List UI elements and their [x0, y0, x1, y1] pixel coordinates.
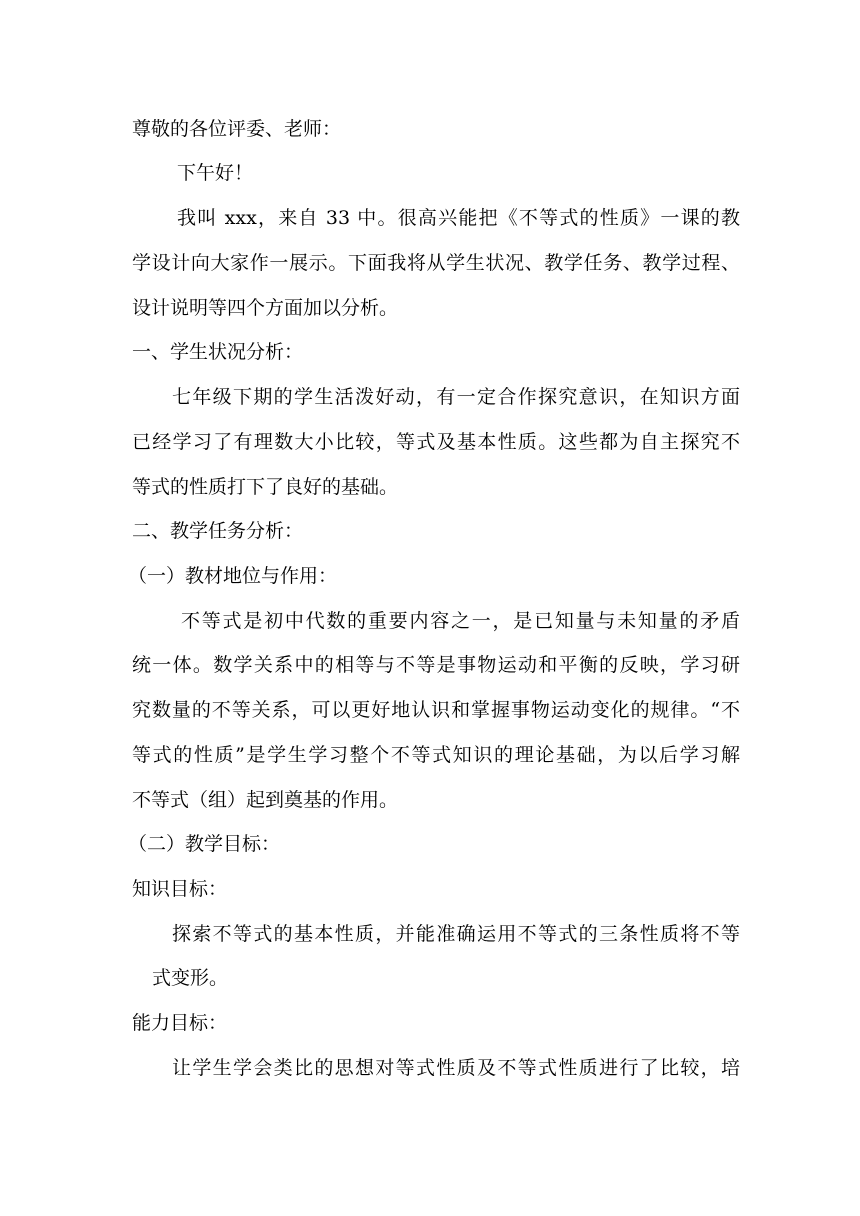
section1-line-1: 七年级下期的学生活泼好动，有一定合作探究意识，在知识方面: [172, 386, 740, 408]
subsection1-line-1: 不等式是初中代数的重要内容之一，是已知量与未知量的矛盾: [181, 610, 740, 632]
section2-heading: 二、教学任务分析：: [132, 520, 304, 542]
subsection1-line-2: 统一体。数学关系中的相等与不等是事物运动和平衡的反映，学习研: [132, 654, 740, 676]
greeting: 尊敬的各位评委、老师：: [132, 118, 342, 140]
section1-line-2: 已经学习了有理数大小比较，等式及基本性质。这些都为自主探究不: [132, 431, 740, 453]
subsection1-line-4: 等式的性质”是学生学习整个不等式知识的理论基础，为以后学习解: [132, 744, 740, 766]
subsection1-line-3: 究数量的不等关系，可以更好地认识和掌握事物运动变化的规律。“不: [132, 699, 740, 721]
section1-line-3: 等式的性质打下了良好的基础。: [132, 476, 399, 498]
subsection1-heading: （一）教材地位与作用：: [128, 565, 338, 587]
subsection1-line-5: 不等式（组）起到奠基的作用。: [132, 789, 399, 811]
good-afternoon: 下午好！: [177, 162, 254, 184]
section1-heading: 一、学生状况分析：: [132, 341, 304, 363]
knowledge-goal-line-2: 式变形。: [152, 967, 229, 989]
knowledge-goal-heading: 知识目标：: [132, 878, 228, 900]
intro-line-1: 我叫 xxx，来自 33 中。很高兴能把《不等式的性质》一课的教: [177, 207, 740, 229]
ability-goal-line-1: 让学生学会类比的思想对等式性质及不等式性质进行了比较，培: [172, 1057, 740, 1079]
subsection2-heading: （二）教学目标：: [128, 833, 281, 855]
ability-goal-heading: 能力目标：: [132, 1012, 228, 1034]
intro-line-3: 设计说明等四个方面加以分析。: [132, 297, 399, 319]
knowledge-goal-line-1: 探索不等式的基本性质，并能准确运用不等式的三条性质将不等: [172, 923, 740, 945]
intro-line-2: 学设计向大家作一展示。下面我将从学生状况、教学任务、教学过程、: [132, 252, 740, 274]
